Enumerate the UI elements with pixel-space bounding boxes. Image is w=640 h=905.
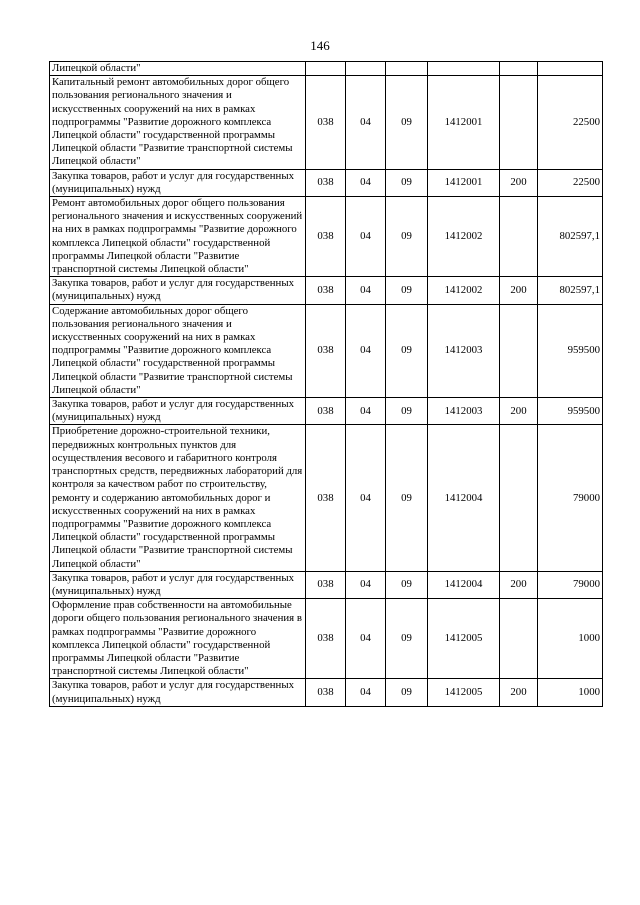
section-code-cell: 04 [346, 679, 386, 706]
row-name-cell: Закупка товаров, работ и услуг для государственных (муниципальных) нужд [50, 277, 306, 304]
amount-cell: 1000 [538, 679, 603, 706]
admin-code-cell [306, 62, 346, 76]
expense-type-cell: 200 [500, 277, 538, 304]
table-row [50, 425, 603, 571]
section-code-cell: 04 [346, 169, 386, 196]
amount-cell: 802597,1 [538, 277, 603, 304]
admin-code-cell: 038 [306, 277, 346, 304]
admin-code-cell: 038 [306, 679, 346, 706]
subsection-code-cell [386, 62, 428, 76]
row-name-cell: Капитальный ремонт автомобильных дорог общего пользования регионального значения и искусственных сооружений на них в рамках подпрограммы "Развитие дорожного комплекса Липецкой области" государственной программы Липецкой области "Развитие транспортной системы Липецкой области" [50, 76, 306, 169]
row-name-cell: Закупка товаров, работ и услуг для государственных (муниципальных) нужд [50, 398, 306, 425]
admin-code-cell: 038 [306, 398, 346, 425]
expense-type-cell: 200 [500, 398, 538, 425]
section-code-cell: 04 [346, 76, 386, 169]
target-article-cell: 1412004 [428, 571, 500, 598]
table-row [50, 679, 603, 706]
row-name-cell: Приобретение дорожно-строительной техники, передвижных контрольных пунктов для осуществления весового и габаритного контроля транспортных средств, передвижных лабораторий для контроля за качеством работ по строительству, ремонту и содержанию автомобильных дорог и искусственных сооружений на них в рамках подпрограммы "Развитие дорожного комплекса Липецкой области" государственной программы Липецкой области "Развитие транспортной системы Липецкой области" [50, 425, 306, 571]
row-name-cell: Оформление прав собственности на автомобильные дороги общего пользования регионального значения в рамках подпрограммы "Развитие дорожного комплекса Липецкой области" государственной программы Липецкой области "Развитие транспортной системы Липецкой области" [50, 599, 306, 679]
table-row [50, 62, 603, 76]
subsection-code-cell: 09 [386, 679, 428, 706]
amount-cell: 802597,1 [538, 197, 603, 277]
subsection-code-cell: 09 [386, 277, 428, 304]
budget-table [49, 61, 603, 707]
table-row [50, 304, 603, 397]
section-code-cell: 04 [346, 599, 386, 679]
section-code-cell: 04 [346, 571, 386, 598]
target-article-cell: 1412002 [428, 277, 500, 304]
row-name-cell: Закупка товаров, работ и услуг для государственных (муниципальных) нужд [50, 169, 306, 196]
section-code-cell: 04 [346, 425, 386, 571]
subsection-code-cell: 09 [386, 571, 428, 598]
admin-code-cell: 038 [306, 76, 346, 169]
expense-type-cell: 200 [500, 679, 538, 706]
section-code-cell: 04 [346, 398, 386, 425]
row-name-cell: Содержание автомобильных дорог общего пользования регионального значения и искусственных сооружений на них в рамках подпрограммы "Развитие дорожного комплекса Липецкой области" государственной программы Липецкой области "Развитие транспортной системы Липецкой области" [50, 304, 306, 397]
section-code-cell: 04 [346, 277, 386, 304]
table-row [50, 398, 603, 425]
section-code-cell: 04 [346, 304, 386, 397]
table-row [50, 599, 603, 679]
admin-code-cell: 038 [306, 197, 346, 277]
row-name-cell: Закупка товаров, работ и услуг для государственных (муниципальных) нужд [50, 679, 306, 706]
subsection-code-cell: 09 [386, 398, 428, 425]
subsection-code-cell: 09 [386, 425, 428, 571]
subsection-code-cell: 09 [386, 304, 428, 397]
admin-code-cell: 038 [306, 599, 346, 679]
section-code-cell [346, 62, 386, 76]
amount-cell: 959500 [538, 304, 603, 397]
target-article-cell: 1412005 [428, 599, 500, 679]
expense-type-cell [500, 425, 538, 571]
target-article-cell: 1412003 [428, 398, 500, 425]
amount-cell: 79000 [538, 571, 603, 598]
admin-code-cell: 038 [306, 304, 346, 397]
amount-cell: 79000 [538, 425, 603, 571]
admin-code-cell: 038 [306, 169, 346, 196]
expense-type-cell [500, 304, 538, 397]
row-name-cell: Ремонт автомобильных дорог общего пользования регионального значения и искусственных сооружений на них в рамках подпрограммы "Развитие дорожного комплекса Липецкой области" государственной программы Липецкой области "Развитие транспортной системы Липецкой области" [50, 197, 306, 277]
target-article-cell: 1412001 [428, 76, 500, 169]
row-name-cell: Закупка товаров, работ и услуг для государственных (муниципальных) нужд [50, 571, 306, 598]
target-article-cell: 1412003 [428, 304, 500, 397]
amount-cell: 22500 [538, 76, 603, 169]
subsection-code-cell: 09 [386, 599, 428, 679]
subsection-code-cell: 09 [386, 169, 428, 196]
admin-code-cell: 038 [306, 425, 346, 571]
expense-type-cell [500, 197, 538, 277]
expense-type-cell [500, 62, 538, 76]
table-row [50, 76, 603, 169]
subsection-code-cell: 09 [386, 76, 428, 169]
table-row [50, 277, 603, 304]
expense-type-cell: 200 [500, 571, 538, 598]
expense-type-cell [500, 599, 538, 679]
target-article-cell: 1412005 [428, 679, 500, 706]
expense-type-cell [500, 76, 538, 169]
amount-cell: 959500 [538, 398, 603, 425]
target-article-cell: 1412001 [428, 169, 500, 196]
row-name-cell: Липецкой области" [50, 62, 306, 76]
admin-code-cell: 038 [306, 571, 346, 598]
page-number: 146 [310, 38, 330, 53]
amount-cell [538, 62, 603, 76]
amount-cell: 22500 [538, 169, 603, 196]
section-code-cell: 04 [346, 197, 386, 277]
target-article-cell: 1412004 [428, 425, 500, 571]
expense-type-cell: 200 [500, 169, 538, 196]
table-body [50, 62, 603, 707]
amount-cell: 1000 [538, 599, 603, 679]
target-article-cell [428, 62, 500, 76]
table-row [50, 197, 603, 277]
table-row [50, 169, 603, 196]
subsection-code-cell: 09 [386, 197, 428, 277]
table-row [50, 571, 603, 598]
target-article-cell: 1412002 [428, 197, 500, 277]
